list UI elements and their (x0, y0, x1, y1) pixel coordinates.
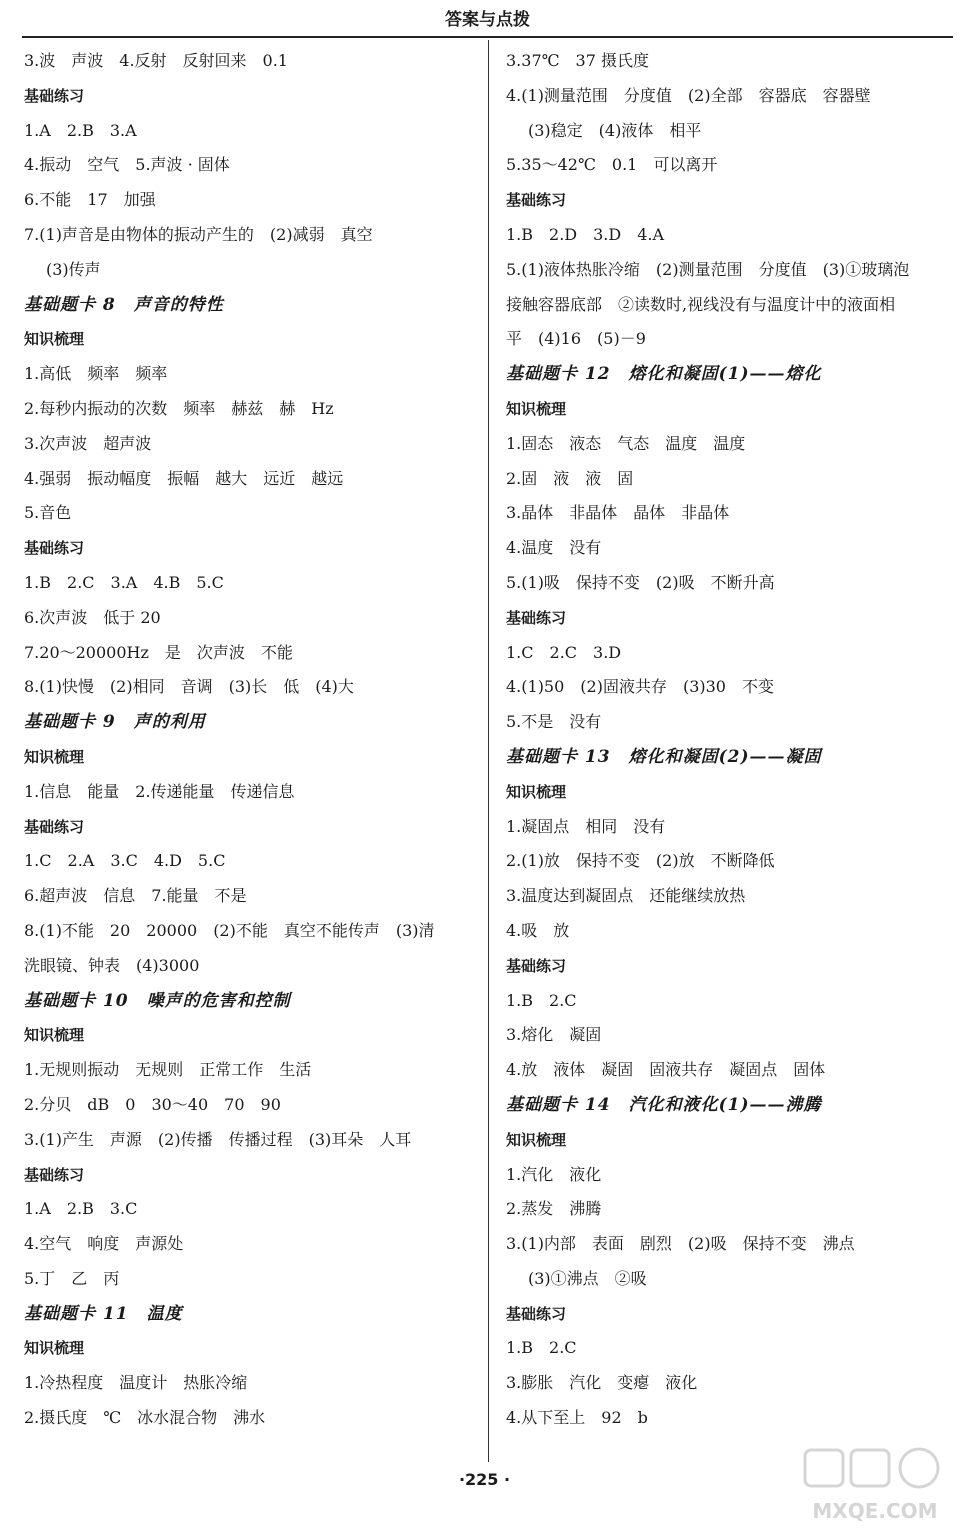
answer-line: (3)①沸点 ②吸 (528, 1268, 647, 1288)
answer-line: 1.C 2.A 3.C 4.D 5.C (24, 851, 226, 871)
answer-line: 6.不能 17 加强 (24, 190, 156, 210)
subsection-heading: 基础练习 (506, 1304, 567, 1323)
answer-line: 2.(1)放 保持不变 (2)放 不断降低 (506, 851, 775, 871)
answer-line: 1.凝固点 相同 没有 (506, 816, 666, 836)
section-title: 基础题卡 11 温度 (24, 1303, 183, 1324)
answer-line: 5.35～42℃ 0.1 可以离开 (506, 155, 718, 175)
answer-line: 1.A 2.B 3.A (24, 120, 137, 140)
answer-line: 4.振动 空气 5.声波 · 固体 (24, 155, 230, 175)
answer-line: 3.(1)产生 声源 (2)传播 传播过程 (3)耳朵 人耳 (24, 1129, 412, 1149)
answer-line: 1.C 2.C 3.D (506, 642, 622, 662)
answer-line: 1.B 2.C 3.A 4.B 5.C (24, 572, 224, 592)
answer-line: 8.(1)不能 20 20000 (2)不能 真空不能传声 (3)清 (24, 920, 435, 940)
subsection-heading: 基础练习 (506, 956, 567, 975)
answer-line: 7.(1)声音是由物体的振动产生的 (2)减弱 真空 (24, 224, 373, 244)
answer-line: 4.吸 放 (506, 920, 570, 940)
subsection-heading: 基础练习 (506, 191, 567, 210)
answer-line: 5.音色 (24, 503, 72, 523)
subsection-heading: 知识梳理 (24, 330, 85, 349)
answer-line: 平 (4)16 (5)－9 (506, 329, 646, 349)
answer-line: 1.信息 能量 2.传递能量 传递信息 (24, 781, 295, 801)
answer-line: 1.无规则振动 无规则 正常工作 生活 (24, 1060, 312, 1080)
answer-line: 4.(1)50 (2)固液共存 (3)30 不变 (506, 677, 774, 697)
answer-line: 5.(1)吸 保持不变 (2)吸 不断升高 (506, 572, 775, 592)
answer-line: 3.膨胀 汽化 变瘪 液化 (506, 1373, 698, 1393)
answer-line: 3.温度达到凝固点 还能继续放热 (506, 886, 746, 906)
answer-line: 2.摄氏度 ℃ 冰水混合物 沸水 (24, 1408, 266, 1428)
answer-line: 4.温度 没有 (506, 538, 602, 558)
subsection-heading: 基础练习 (506, 608, 567, 627)
answer-line: 1.冷热程度 温度计 热胀冷缩 (24, 1373, 248, 1393)
section-title: 基础题卡 12 熔化和凝固(1)——熔化 (506, 364, 822, 385)
answer-line: 3.(1)内部 表面 剧烈 (2)吸 保持不变 沸点 (506, 1234, 855, 1254)
answer-line: 4.放 液体 凝固 固液共存 凝固点 固体 (506, 1060, 826, 1080)
subsection-heading: 知识梳理 (24, 747, 85, 766)
answer-line: 4.空气 响度 声源处 (24, 1234, 184, 1254)
answer-line: 2.蒸发 沸腾 (506, 1199, 602, 1219)
answer-line: 3.次声波 超声波 (24, 433, 152, 453)
subsection-heading: 基础练习 (24, 539, 85, 558)
answer-line: 6.次声波 低于 20 (24, 607, 161, 627)
answer-line: 1.B 2.C (506, 1338, 577, 1358)
left-column (24, 44, 480, 1436)
answer-line: 接触容器底部 ②读数时,视线没有与温度计中的液面相 (506, 294, 896, 314)
answer-line: 5.(1)液体热胀冷缩 (2)测量范围 分度值 (3)①玻璃泡 (506, 259, 910, 279)
page-number: ·225 · (458, 1470, 511, 1489)
subsection-heading: 基础练习 (24, 86, 85, 105)
section-title: 基础题卡 8 声音的特性 (24, 294, 224, 315)
answer-line: 6.超声波 信息 7.能量 不是 (24, 886, 247, 906)
answer-line: 2.分贝 dB 0 30～40 70 90 (24, 1094, 281, 1114)
watermark-logo (795, 1444, 955, 1528)
answer-line: 4.(1)测量范围 分度值 (2)全部 容器底 容器壁 (506, 85, 871, 105)
subsection-heading: 知识梳理 (24, 1026, 85, 1045)
answer-line: 1.B 2.D 3.D 4.A (506, 224, 665, 244)
answer-line: 1.汽化 液化 (506, 1164, 602, 1184)
answer-line: 3.37℃ 37 摄氏度 (506, 51, 649, 70)
subsection-heading: 基础练习 (24, 817, 85, 836)
answer-line: 7.20～20000Hz 是 次声波 不能 (24, 642, 293, 662)
answer-line: 1.B 2.C (506, 990, 577, 1010)
answer-line: 2.固 液 液 固 (506, 468, 634, 488)
answer-line: 洗眼镜、钟表 (4)3000 (24, 955, 200, 975)
answer-line: 1.高低 频率 频率 (24, 364, 168, 384)
right-column (506, 44, 956, 1436)
answer-line: 4.强弱 振动幅度 振幅 越大 远近 越远 (24, 468, 344, 488)
answer-line: 2.每秒内振动的次数 频率 赫兹 赫 Hz (24, 398, 334, 418)
running-header: 答案与点拨 (22, 6, 953, 38)
answer-line: 3.熔化 凝固 (506, 1025, 602, 1045)
answer-line: 1.固态 液态 气态 温度 温度 (506, 433, 746, 453)
answer-line: 5.不是 没有 (506, 712, 602, 732)
answer-line: (3)稳定 (4)液体 相平 (528, 120, 702, 140)
subsection-heading: 知识梳理 (506, 1130, 567, 1149)
answer-line: 8.(1)快慢 (2)相同 音调 (3)长 低 (4)大 (24, 677, 354, 697)
subsection-heading: 基础练习 (24, 1165, 85, 1184)
subsection-heading: 知识梳理 (506, 782, 567, 801)
answer-line: 3.波 声波 4.反射 反射回来 0.1 (24, 51, 288, 70)
watermark-text: MXQE.COM (812, 1499, 938, 1523)
section-title: 基础题卡 9 声的利用 (24, 712, 206, 733)
subsection-heading: 知识梳理 (506, 399, 567, 418)
section-title: 基础题卡 14 汽化和液化(1)——沸腾 (506, 1094, 822, 1115)
answer-line: 4.从下至上 92 b (506, 1408, 648, 1428)
answer-line: 3.晶体 非晶体 晶体 非晶体 (506, 503, 730, 523)
answer-line: (3)传声 (46, 259, 101, 279)
section-title: 基础题卡 10 噪声的危害和控制 (24, 990, 291, 1011)
column-divider (488, 40, 489, 1462)
answer-line: 5.丁 乙 丙 (24, 1268, 120, 1288)
section-title: 基础题卡 13 熔化和凝固(2)——凝固 (506, 746, 822, 767)
answer-line: 1.A 2.B 3.C (24, 1199, 138, 1219)
subsection-heading: 知识梳理 (24, 1339, 85, 1358)
